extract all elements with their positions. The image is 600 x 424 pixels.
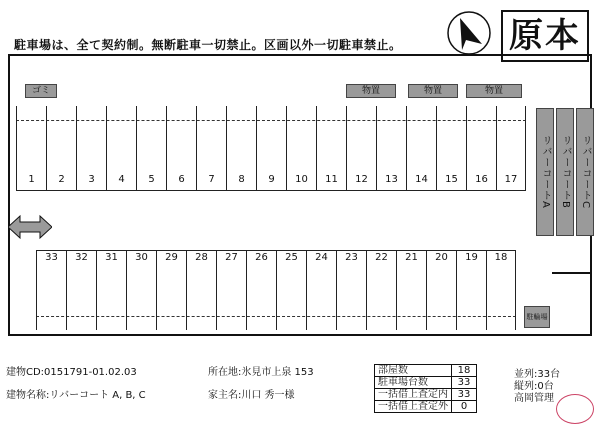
parking-stall	[346, 106, 376, 190]
stall-number: 26	[255, 252, 268, 263]
table-label: 一括借上査定内	[375, 389, 452, 401]
storage-label-1: 物置	[346, 84, 396, 98]
parking-stall	[156, 250, 186, 330]
stall-number: 24	[315, 252, 328, 263]
parking-stall	[286, 106, 316, 190]
parking-stall	[246, 250, 276, 330]
parking-stall	[366, 250, 396, 330]
table-row	[375, 389, 477, 401]
table-row	[375, 377, 477, 389]
series-count: 縦列:0台	[514, 381, 554, 392]
storage-label-2: 物置	[408, 84, 458, 98]
stall-number: 21	[405, 252, 418, 263]
stall-number: 32	[75, 252, 88, 263]
stall-number: 13	[385, 174, 398, 185]
parking-stall	[306, 250, 336, 330]
stall-number: 9	[268, 174, 275, 185]
stall-number: 19	[465, 252, 478, 263]
table-value: 18	[452, 365, 477, 377]
stall-number: 2	[58, 174, 65, 185]
stall-number: 23	[345, 252, 358, 263]
parking-stall	[426, 250, 456, 330]
stall-number: 31	[105, 252, 118, 263]
north-arrow-icon	[446, 10, 492, 56]
parking-stall	[216, 250, 246, 330]
stall-number: 15	[445, 174, 458, 185]
table-row	[375, 365, 477, 377]
table-value: 33	[452, 377, 477, 389]
table-label: 一括借上査定外	[375, 401, 452, 413]
stall-number: 14	[415, 174, 428, 185]
parking-stall	[196, 106, 226, 190]
stall-number: 20	[435, 252, 448, 263]
stall-number: 7	[208, 174, 215, 185]
parking-stall	[396, 250, 426, 330]
stall-number: 12	[355, 174, 368, 185]
stall-number: 29	[165, 252, 178, 263]
bike-area-c: リバーコートC	[576, 108, 594, 236]
table-value: 0	[452, 401, 477, 413]
parking-stall	[16, 106, 46, 190]
parking-stall	[166, 106, 196, 190]
red-seal-stamp	[556, 394, 594, 424]
stall-number: 28	[195, 252, 208, 263]
stall-number: 30	[135, 252, 148, 263]
parking-stall	[436, 106, 466, 190]
stall-number: 25	[285, 252, 298, 263]
stall-number: 4	[118, 174, 125, 185]
parking-stall	[226, 106, 256, 190]
stall-number: 17	[504, 174, 518, 185]
parking-stall	[186, 250, 216, 330]
parking-stall	[36, 250, 66, 330]
parking-stall	[486, 250, 516, 330]
parking-stall	[456, 250, 486, 330]
bike-area-a: リバーコートA	[536, 108, 554, 236]
parking-stall	[106, 106, 136, 190]
owner-name: 家主名:川口 秀一様	[208, 390, 295, 401]
top-row-baseline	[16, 190, 526, 191]
parking-stall	[66, 250, 96, 330]
stall-number: 8	[238, 174, 245, 185]
parking-stall	[96, 250, 126, 330]
parking-notice: 駐車場は、全て契約制。無断駐車一切禁止。区画以外一切駐車禁止。	[14, 38, 402, 52]
parking-stall	[376, 106, 406, 190]
garbage-area-label: ゴミ	[25, 84, 57, 98]
parking-stall	[76, 106, 106, 190]
stall-number: 1	[28, 174, 35, 185]
parking-stall	[256, 106, 286, 190]
parking-stall	[126, 250, 156, 330]
parking-stall	[46, 106, 76, 190]
bottom-stall-row	[36, 250, 516, 330]
original-stamp: 原本	[501, 10, 589, 62]
bicycle-parking-label: 駐輪場	[524, 306, 550, 328]
parking-stall	[466, 106, 496, 190]
bike-area-b: リバーコートB	[556, 108, 574, 236]
table-row	[375, 401, 477, 413]
address: 所在地:氷見市上泉 153	[208, 367, 314, 378]
parking-stall	[406, 106, 436, 190]
parking-stall	[136, 106, 166, 190]
stall-number: 5	[148, 174, 155, 185]
parking-stall	[336, 250, 366, 330]
stall-number: 6	[178, 174, 185, 185]
stall-number: 33	[45, 252, 58, 263]
stall-number: 22	[375, 252, 388, 263]
parallel-count: 並列:33台	[514, 369, 561, 380]
building-name: 建物名称:リバーコート A, B, C	[6, 390, 146, 401]
stall-number: 10	[295, 174, 308, 185]
stall-number: 11	[325, 174, 338, 185]
parking-stall	[316, 106, 346, 190]
stall-number: 3	[88, 174, 95, 185]
manager-office: 高岡管理	[514, 393, 554, 404]
stall-number: 27	[225, 252, 238, 263]
table-label: 駐車場台数	[375, 377, 452, 389]
parking-stall	[276, 250, 306, 330]
parking-stall	[496, 106, 526, 190]
storage-label-3: 物置	[466, 84, 522, 98]
stall-number: 18	[494, 252, 508, 263]
two-way-arrow-icon	[8, 214, 52, 240]
stall-number: 16	[475, 174, 488, 185]
summary-table	[374, 364, 477, 413]
table-value: 33	[452, 389, 477, 401]
building-code: 建物CD:0151791-01.02.03	[6, 367, 137, 378]
top-stall-row	[16, 106, 526, 190]
right-wall-step	[552, 272, 592, 274]
table-label: 部屋数	[375, 365, 452, 377]
